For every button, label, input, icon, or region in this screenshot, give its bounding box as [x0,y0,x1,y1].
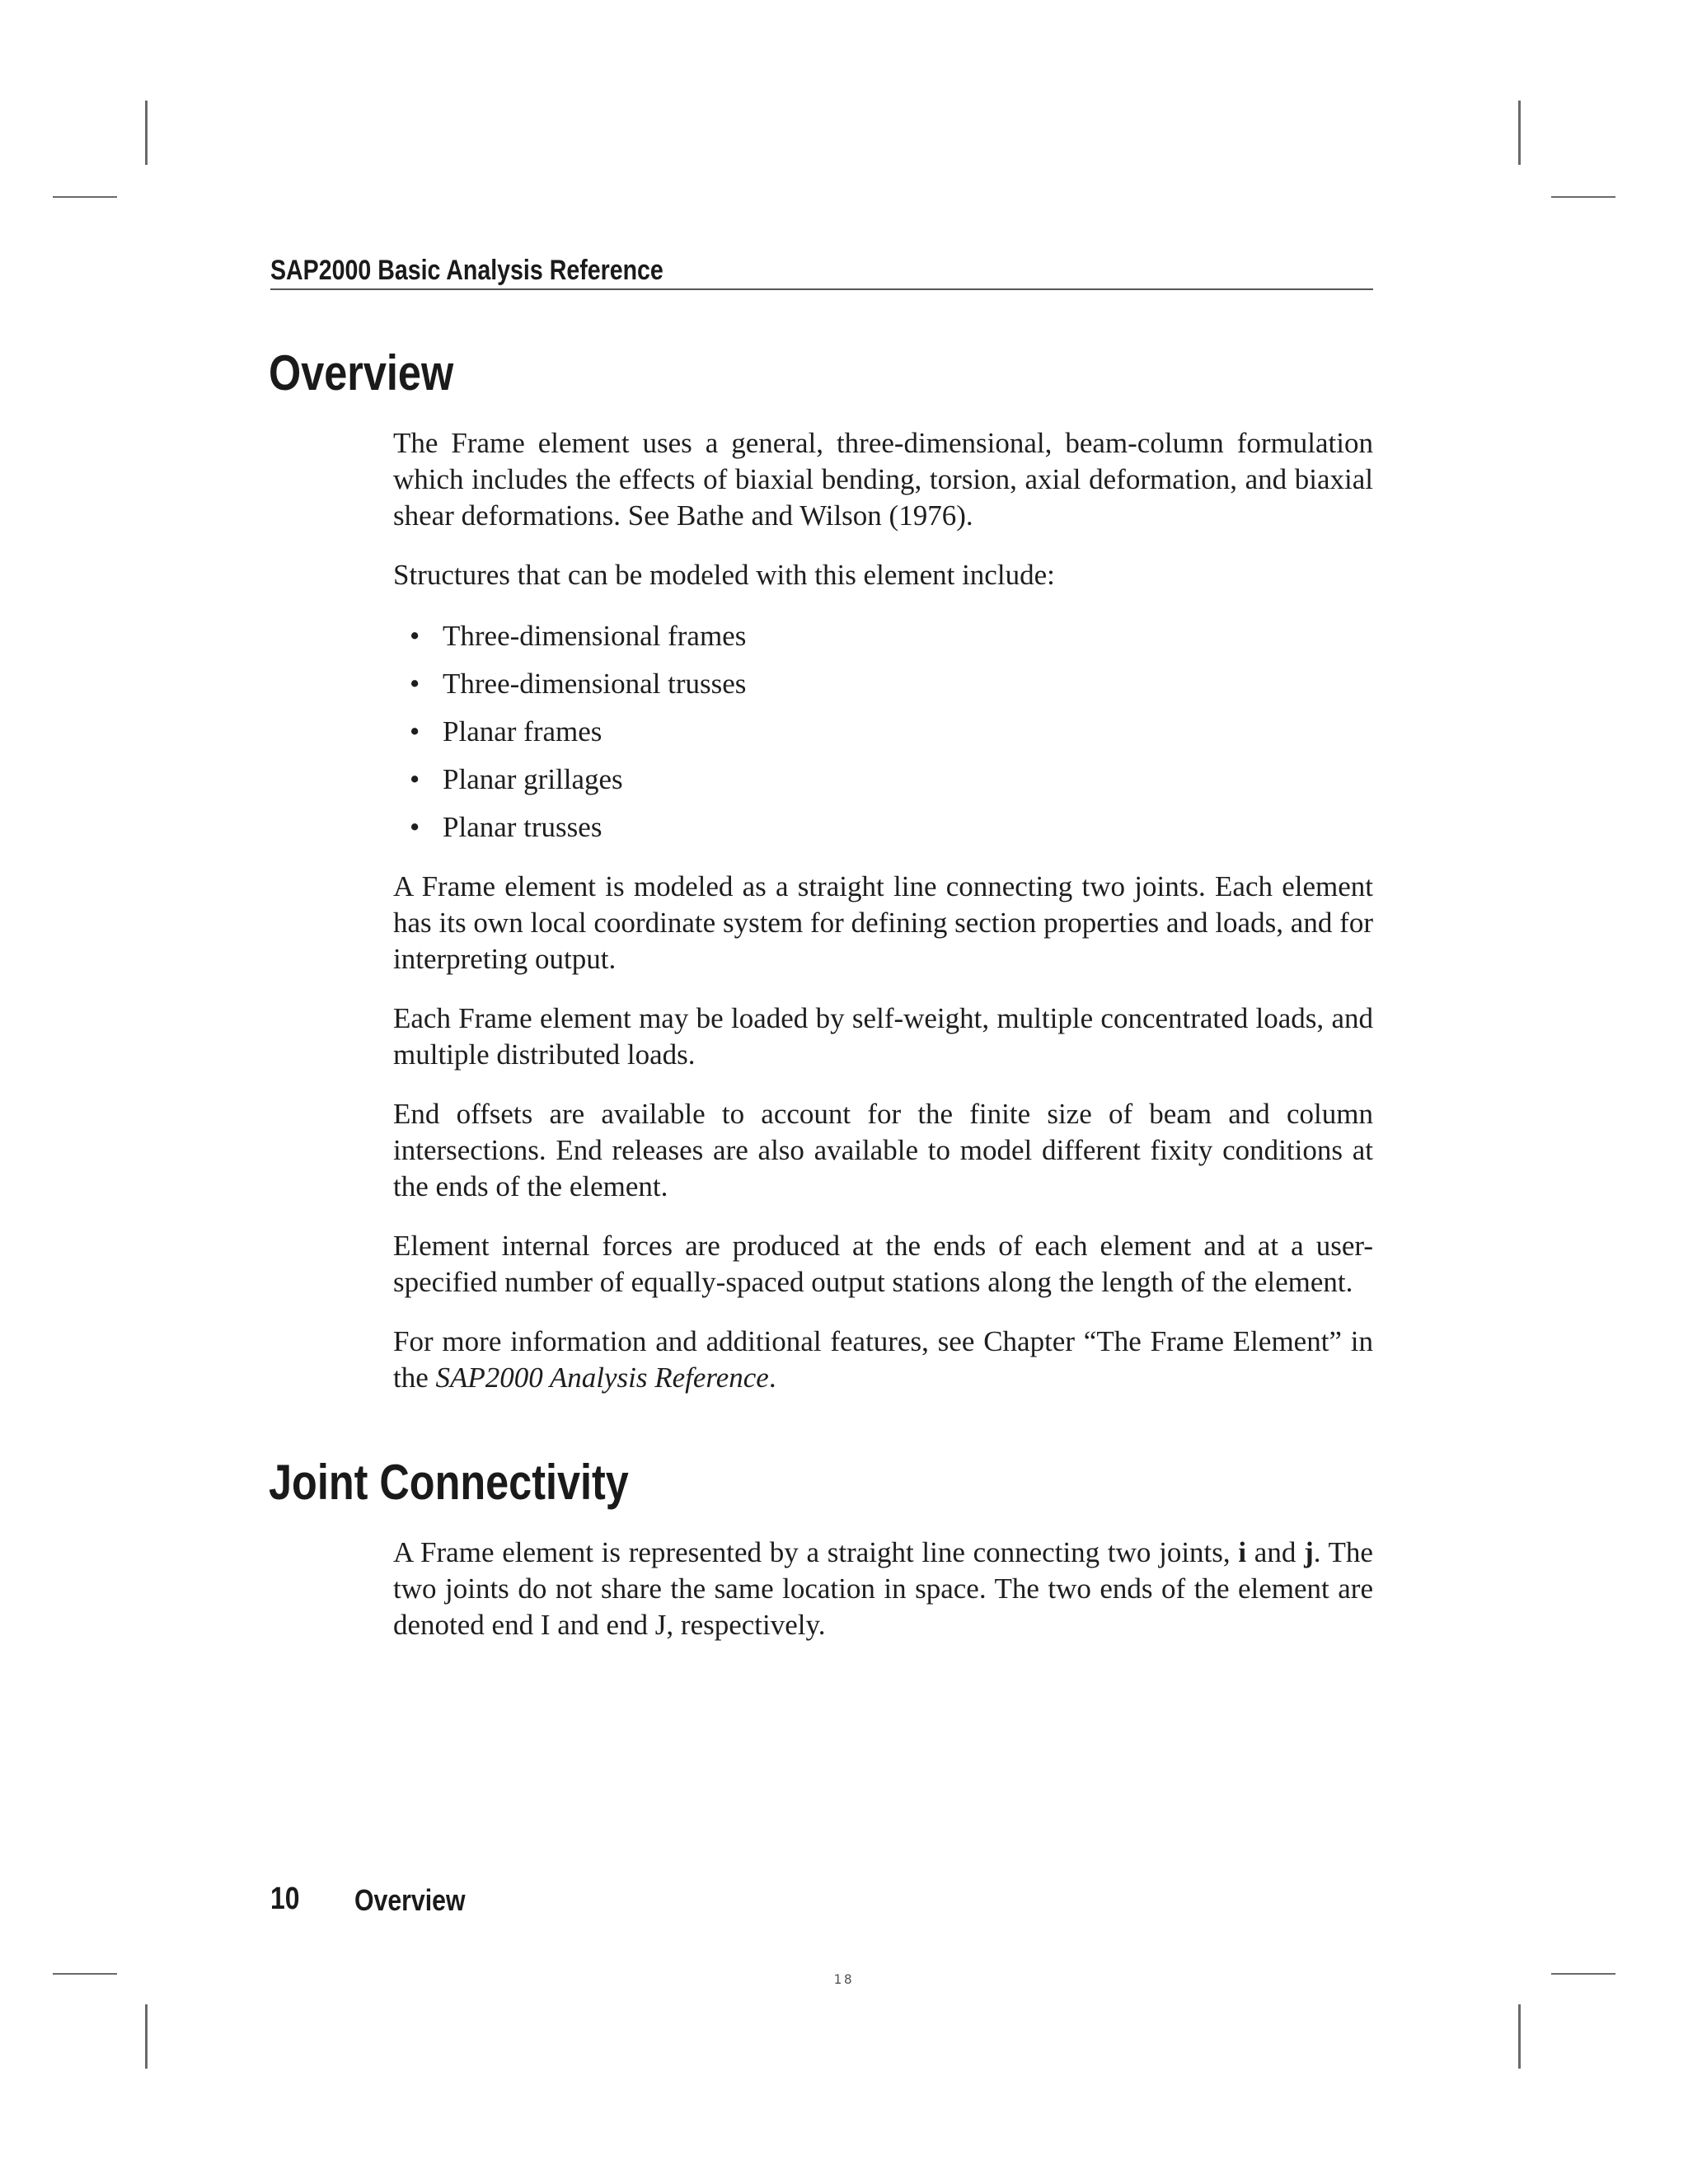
list-item-label: Planar frames [443,715,603,748]
bullet-icon: • [410,763,420,795]
list-item-label: Three-dimensional trusses [443,668,747,700]
overview-reference-paragraph [393,1324,1373,1396]
header-rule [270,288,1373,290]
list-item [393,714,1373,762]
list-item [393,809,1373,857]
reference-text-before: For more information and additional features, see Chapter “The Frame Element” in the [393,1325,1373,1394]
joint-i-label: i [1238,1536,1247,1568]
bullet-icon: • [410,715,420,748]
overview-paragraph-4: Each Frame element may be loaded by self-weight, multiple concentrated loads, and multiple distributed loads. [393,1002,1373,1071]
list-item [393,666,1373,714]
bullet-icon: • [410,811,420,843]
structure-types-list [393,618,1373,857]
joint-j-label: j [1304,1536,1314,1568]
list-item-label: Planar trusses [443,811,603,843]
reference-text-after: . [768,1361,776,1394]
overview-paragraph-3: A Frame element is modeled as a straight line connecting two joints. Each element has its own local coordinate system for defining section properties and loads, and for interpreting output. [393,870,1373,975]
bullet-icon: • [410,668,420,700]
list-item-label: Three-dimensional frames [443,620,747,652]
crop-mark-bottom-left-horizontal [53,1973,117,1975]
crop-mark-top-right-vertical [1518,101,1521,165]
reference-book-title: SAP2000 Analysis Reference [435,1361,769,1394]
list-item [393,762,1373,809]
list-item [393,618,1373,666]
running-header: SAP2000 Basic Analysis Reference [270,255,663,286]
bullet-icon: • [410,620,420,652]
crop-mark-bottom-right-vertical [1518,2004,1521,2069]
crop-mark-top-right-horizontal [1551,196,1615,198]
joint-connectivity-paragraph [393,1535,1373,1643]
crop-mark-top-left-vertical [145,101,148,165]
list-item-label: Planar grillages [443,763,623,795]
joint-text-middle: and [1246,1536,1305,1568]
section-heading-overview: Overview [269,345,454,401]
overview-paragraph-2: Structures that can be modeled with this element include: [393,559,1055,591]
footer-section-title: Overview [354,1883,466,1917]
overview-paragraph-5: End offsets are available to account for the finite size of beam and column intersections. End releases are also available to model different fixity conditions at the ends of the element. [393,1098,1373,1202]
joint-text-after: . The two joints do not share the same location in space. The two ends of the element are denoted end I and end J, respectively. [393,1536,1373,1641]
overview-paragraph-1: The Frame element uses a general, three-dimensional, beam-column formulation which includes the effects of biaxial bending, torsion, axial deformation, and biaxial shear deformations. See Bathe and Wilson (1976). [393,427,1373,532]
sheet-number: 18 [833,1971,855,1987]
crop-mark-bottom-left-vertical [145,2004,148,2069]
overview-paragraph-6: Element internal forces are produced at the ends of each element and at a user-specified number of equally-spaced output stations along the length of the element. [393,1230,1373,1298]
page-number: 10 [270,1882,300,1916]
crop-mark-top-left-horizontal [53,196,117,198]
crop-mark-bottom-right-horizontal [1551,1973,1615,1975]
joint-text-before: A Frame element is represented by a straight line connecting two joints, [393,1536,1239,1568]
section-heading-joint-connectivity: Joint Connectivity [269,1455,629,1510]
